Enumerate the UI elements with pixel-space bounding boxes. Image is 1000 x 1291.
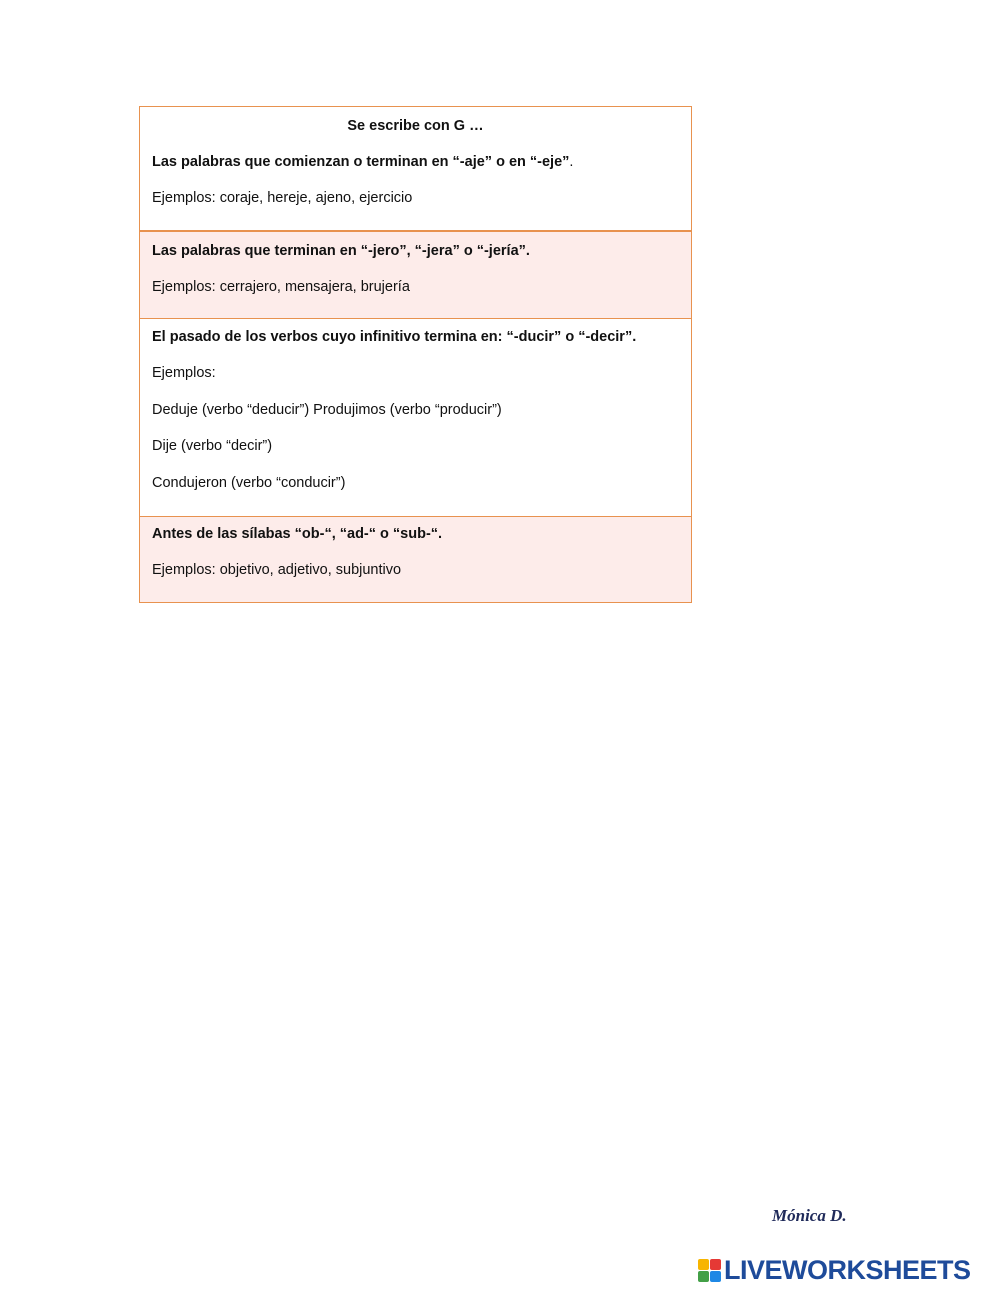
rule-example: Dije (verbo “decir”) [152,438,273,454]
logo-square-blue [710,1271,721,1282]
logo-square-green [698,1271,709,1282]
rule-example: Deduje (verbo “deducir”) Produjimos (verbo “producir”) [152,401,502,418]
logo-square-yellow [698,1259,709,1270]
rule-title [152,152,679,172]
rule-title: El pasado de los verbos cuyo infinitivo termina en: “-ducir” o “-decir”. [152,329,637,345]
rules-table [139,106,692,603]
rule-title-period: . [569,154,574,170]
rule-row-aje-eje [140,107,691,231]
logo-square-red [710,1259,721,1270]
rule-example: Ejemplos: objetivo, adjetivo, subjuntivo [152,562,402,578]
liveworksheets-logo-icon [698,1259,721,1282]
table-heading: Se escribe con G … [347,118,484,134]
rule-title: Antes de las sílabas “ob-“, “ad-“ o “sub-“. [152,526,443,542]
rule-row-jero-jera [140,231,691,318]
rule-title-text: Las palabras que comienzan o terminan en “-aje” o en “-eje” [152,154,570,170]
rule-row-ob-ad-sub [140,516,691,602]
rule-example: Ejemplos: coraje, hereje, ajeno, ejercicio [152,190,413,206]
author-signature: Mónica D. [772,1206,847,1225]
rule-example: Ejemplos: [152,365,216,381]
rule-title: Las palabras que terminan en “-jero”, “-jera” o “-jería”. [152,243,530,259]
liveworksheets-brand [698,1255,971,1285]
brand-wordmark: LIVEWORKSHEETS [724,1254,971,1285]
rule-example: Condujeron (verbo “conducir”) [152,474,346,491]
rule-row-ducir-decir [140,318,691,516]
rule-example: Ejemplos: cerrajero, mensajera, brujería [152,279,410,295]
